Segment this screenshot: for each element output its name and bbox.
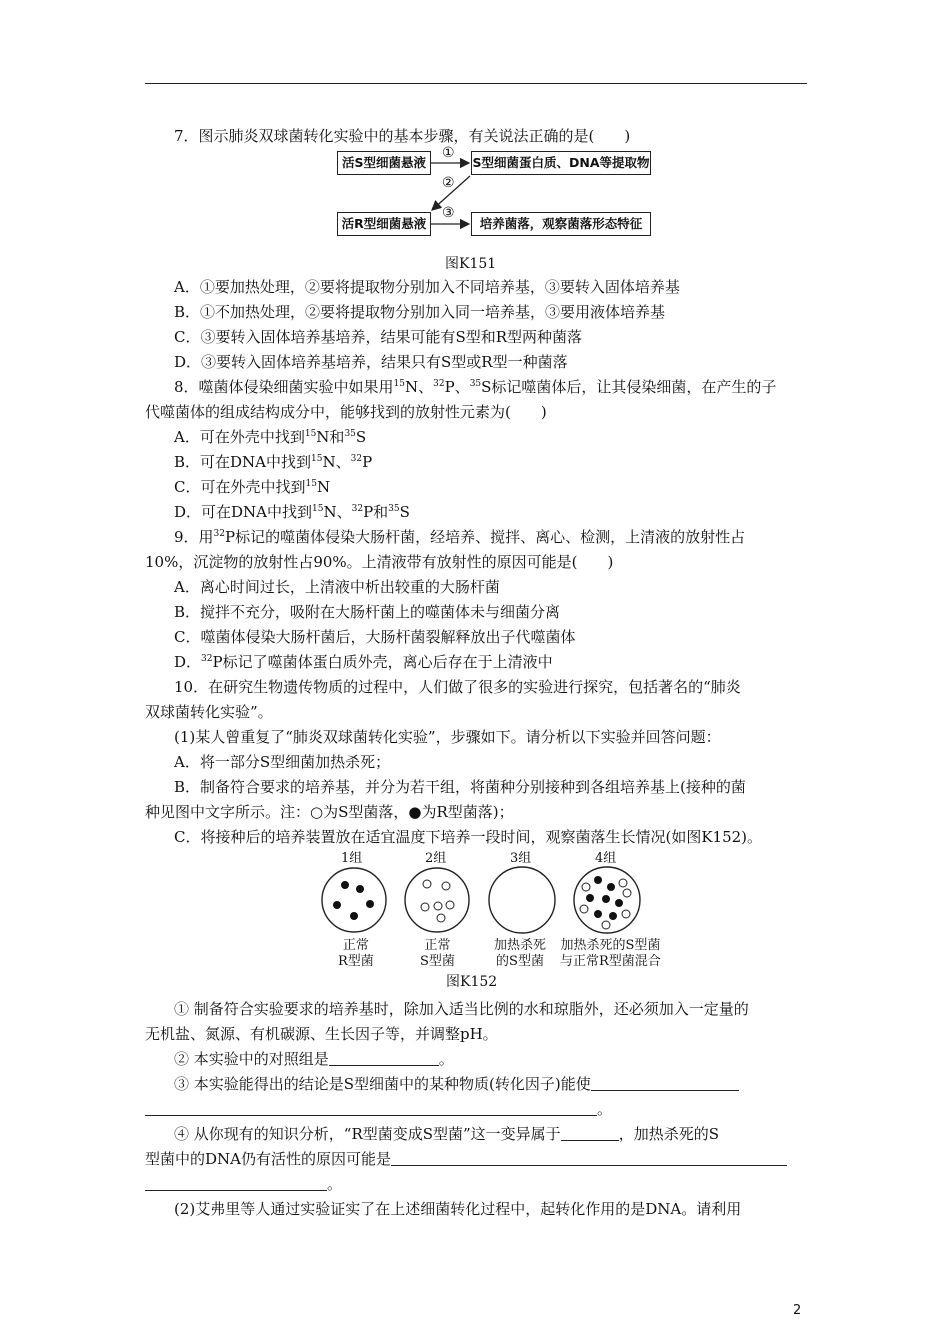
step1-label: ①: [442, 145, 455, 161]
q10-sub4-cont: 。: [145, 1174, 342, 1194]
q10-step-c: C．将接种后的培养装置放在适宜温度下培养一段时间，观察菌落生长情况(如图K152)。: [174, 828, 763, 846]
q10-sub2: ② 本实验中的对照组是 。: [174, 1050, 454, 1068]
answer-blank-conclusion-cont[interactable]: [145, 1100, 597, 1116]
q9-stem-line2: 10%，沉淀物的放射性占90%。上清液带有放射性的原因可能是( ): [145, 553, 614, 571]
q10-sub1-line2: 无机盐、氮源、有机碳源、生长因子等，并调整pH。: [145, 1025, 498, 1043]
figure-k151-caption: 图K151: [445, 256, 497, 272]
q10-step-b-line2: 种见图中文字所示。注：○为S型菌落，●为R型菌落)；: [145, 803, 514, 821]
answer-blank-control-group[interactable]: [329, 1050, 439, 1066]
q10-stem-line2: 双球菌转化实验”。: [145, 703, 273, 721]
group1-caption: 正常 R型菌: [338, 938, 374, 969]
q10-step-b-line1: B．制备符合要求的培养基，并分为若干组，将菌种分别接种到各组培养基上(接种的菌: [174, 778, 746, 796]
q8-option-b: B．可在DNA中找到$^{15}$N、$^{32}$P: [174, 453, 373, 471]
dish-group3: [489, 867, 555, 933]
q8-option-d: D．可在DNA中找到$^{15}$N、$^{32}$P和$^{35}$S: [174, 503, 410, 521]
q9-option-b: B．搅拌不充分，吸附在大肠杆菌上的噬菌体未与细菌分离: [174, 603, 561, 621]
dish-group1: [322, 868, 386, 932]
box-s-extract: S型细菌蛋白质、DNA等提取物: [471, 151, 651, 175]
group1-label: 1组: [341, 851, 363, 866]
figure-k152-caption: 图K152: [446, 974, 498, 990]
q9-option-a: A．离心时间过长，上清液中析出较重的大肠杆菌: [174, 578, 500, 596]
q7-option-b: B．①不加热处理，②要将提取物分别加入同一培养基，③要用液体培养基: [174, 303, 666, 321]
box-culture-observe: 培养菌落，观察菌落形态特征: [471, 212, 651, 236]
q8-option-c: C．可在外壳中找到$^{15}$N: [174, 478, 331, 496]
answer-blank-dna-activity-cont[interactable]: [145, 1175, 327, 1191]
q7-option-a: A．①要加热处理，②要将提取物分别加入不同培养基，③要转入固体培养基: [174, 278, 680, 296]
dish-group2: [405, 868, 469, 932]
group2-label: 2组: [425, 851, 447, 866]
q10-sub1-line1: ① 制备符合实验要求的培养基时，除加入适当比例的水和琼脂外，还必须加入一定量的: [174, 1000, 749, 1018]
q9-stem-line1: 9．用$^{32}$P标记的噬菌体侵染大肠杆菌，经培养、搅拌、离心、检测，上清液的放射性占: [174, 528, 746, 546]
answer-blank-dna-activity[interactable]: [391, 1150, 787, 1166]
q7-option-c: C．③要转入固体培养基培养，结果可能有S型和R型两种菌落: [174, 328, 583, 346]
step3-label: ③: [442, 205, 455, 221]
q10-sub4-line2: 型菌中的DNA仍有活性的原因可能是: [145, 1149, 787, 1169]
q10-part1-intro: (1)某人曾重复了“肺炎双球菌转化实验”，步骤如下。请分析以下实验并回答问题：: [174, 728, 721, 746]
answer-blank-variation-type[interactable]: [561, 1125, 619, 1141]
step2-label: ②: [442, 175, 455, 191]
q8-stem-line2: 代噬菌体的组成结构成分中，能够找到的放射性元素为( ): [145, 403, 547, 421]
figure-k151-arrows: [0, 0, 950, 260]
answer-blank-conclusion[interactable]: [591, 1075, 739, 1091]
q7-stem: 7．图示肺炎双球菌转化实验中的基本步骤，有关说法正确的是( ): [174, 127, 631, 145]
group4-label: 4组: [595, 851, 617, 866]
dish-group4: [574, 867, 640, 933]
q10-sub3: ③ 本实验能得出的结论是S型细菌中的某种物质(转化因子)能使: [174, 1074, 739, 1094]
q10-part2-line1: (2)艾弗里等人通过实验证实了在上述细菌转化过程中，起转化作用的是DNA。请利用: [174, 1200, 742, 1218]
q10-step-a: A．将一部分S型细菌加热杀死；: [174, 753, 391, 771]
group3-caption: 加热杀死 的S型菌: [494, 938, 547, 969]
group3-label: 3组: [510, 851, 532, 866]
q9-option-c: C．噬菌体侵染大肠杆菌后，大肠杆菌裂解释放出子代噬菌体: [174, 628, 576, 646]
group2-caption: 正常 S型菌: [420, 938, 455, 969]
q8-stem-line1: 8．噬菌体侵染细菌实验中如果用$^{15}$N、$^{32}$P、$^{35}$S标记噬菌体后，让其侵染细菌，在产生的子: [174, 378, 777, 396]
q10-stem-line1: 10．在研究生物遗传物质的过程中，人们做了很多的实验进行探究，包括著名的“肺炎: [174, 678, 741, 696]
q10-sub3-cont: 。: [145, 1099, 612, 1119]
petri-dishes: [0, 860, 950, 940]
page-number: 2: [793, 1303, 802, 1318]
q8-option-a: A．可在外壳中找到$^{15}$N和$^{35}$S: [174, 428, 367, 446]
group4-caption: 加热杀死的S型菌 与正常R型菌混合: [560, 938, 661, 969]
q7-option-d: D．③要转入固体培养基培养，结果只有S型或R型一种菌落: [174, 353, 568, 371]
q9-option-d: D．$^{32}$P标记了噬菌体蛋白质外壳，离心后存在于上清液中: [174, 653, 553, 671]
box-live-r-bacteria: 活R型细菌悬液: [337, 212, 431, 236]
box-live-s-bacteria: 活S型细菌悬液: [337, 151, 431, 175]
q10-sub4-line1: ④ 从你现有的知识分析，“R型菌变成S型菌”这一变异属于 ，加热杀死的S: [174, 1125, 719, 1143]
